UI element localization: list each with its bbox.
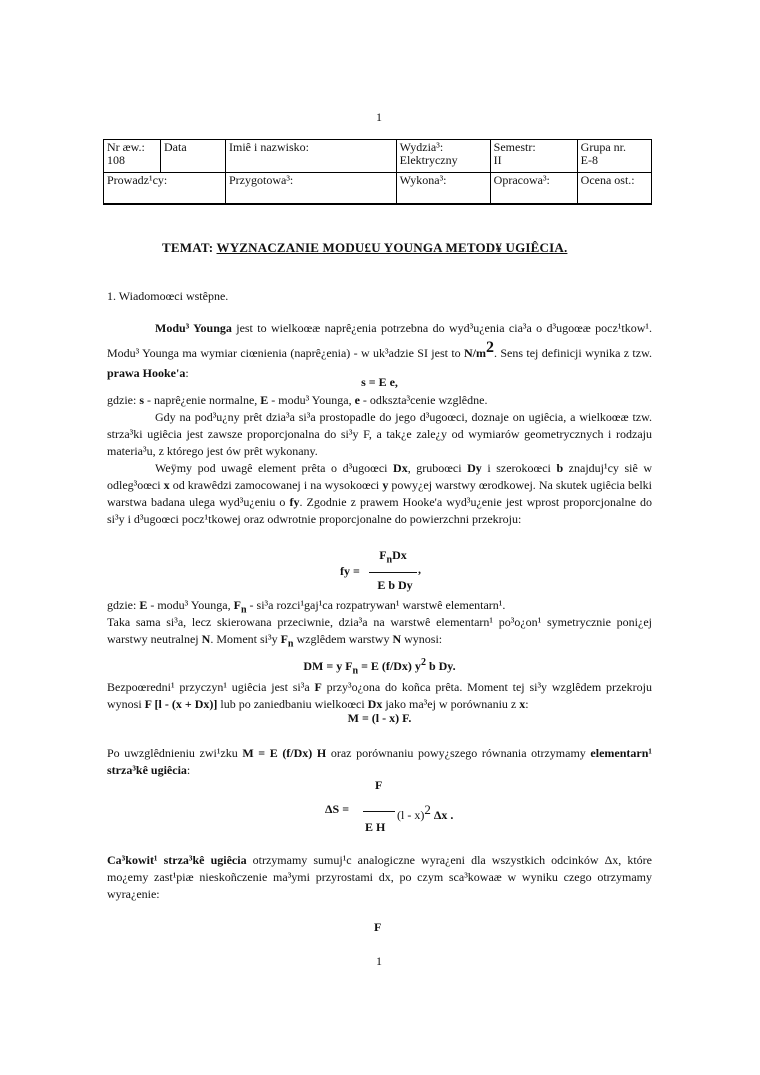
paragraph-total: Ca³kowit¹ strza³kê ugiêcia otrzymamy sumuj¹c analogiczne wyra¿eni dla wszystkich odcinków Δx, które mo¿emy zast¹piæ nieskoñczenie ma³ymi przyrostami dx, po czym sca³kowaæ w wyniku czego otrzymamy wyra¿enie: [107,853,652,901]
page-title: TEMAT: WYZNACZANIE MODU£U YOUNGA METOD¥ UGIÊCIA. [162,240,568,255]
paragraph-definition: Modu³ Younga jest to wielkoœæ naprê¿enia potrzebna do wyd³u¿enia cia³a o d³ugoœæ pocz¹tkow¹. Modu³ Younga ma wymiar ciœnienia (naprê¿enia) - w uk³adzie SI jest to $N/m^2$. Sens tej definicji wynika z tzw. prawa Hooke'a: [107,321,652,380]
fraction-bar-ds [363,811,395,812]
equation-m: M = (l - x) F. [347,711,412,725]
equation-hooke: s = E e, [361,375,398,389]
cell-date: Data [161,140,226,173]
paragraph-elementary: Po uwzglêdnieniu zwi¹zku M = E (f/Dx) H oraz porównaniu powy¿szego równania otrzymamy elementarn¹ strza³kê ugiêcia: [107,746,652,777]
paragraph-force-moment: Bezpoœredni¹ przyczyn¹ ugiêcia jest si³a F przy³o¿ona do koñca prêta. Moment tej si³y wzglêdem przekroju wynosi F [l - (x + Dx)] lub po zaniedbaniu wielkoœci Dx jako ma³ej w porównaniu z x: [107,680,652,711]
cell-lecturer: Prowadz¹cy: [104,173,226,205]
cell-exercise-number: Nr æw.: 108 [104,140,161,173]
paragraph-bending: Gdy na pod³u¿ny prêt dzia³a si³a prostopadle do jego d³ugoœci, doznaje on ugiêcia, a wielkoœæ tzw. strza³ki ugiêcia jest zawsze proporcjonalna do si³y F, a tak¿e zale¿y od wymiarów geometrycznych i rodzaju materia³u, z którego jest ów prêt wykonany. [107,410,652,458]
cell-prepared: Przygotowa³: [226,173,397,205]
fraction-bar [369,572,417,573]
hooke-legend: gdzie: s - naprê¿enie normalne, E - modu³ Younga, e - odkszta³cenie wzglêdne. [107,393,488,407]
cell-name: Imiê i nazwisko: [226,140,397,173]
paragraph-moment: Taka sama si³a, lecz skierowana przeciwnie, dzia³a na warstwê elementarn¹ po³o¿on¹ symetrycznie poni¿ej warstwy neutralnej N. Moment si³y $F_n$ wzglêdem warstwy N wynosi: [107,615,652,650]
page-number-bottom: 1 [376,954,382,968]
equation-fy: fy = $F_nDx$ E b Dy , [340,548,421,592]
section-heading: 1. Wiadomoœci wstêpne. [107,289,229,303]
header-table [103,139,652,205]
cell-grade: Ocena ost.: [577,173,651,205]
equation-final-fragment: F [374,920,382,934]
paragraph-element: Weÿmy pod uwagê element prêta o d³ugoœci Dx, gruboœci Dy i szerokoœci b znajduj¹cy siê w odleg³oœci x od krawêdzi zamocowanej i na wysokoœci y powy¿ej warstwy œrodkowej. Na skutek ugiêcia belki warstwa badana ulega wyd³u¿eniu o fy. Zgodnie z prawem Hooke'a wyd³u¿enie jest wprost proporcjonalne do si³y i d³ugoœci pocz¹tkowej oraz odwrotnie proporcjonalne do powierzchni przekroju: [107,461,652,526]
equation-dm: DM = y $F_n = E$ (f/Dx) $y^2$ b Dy. [303,657,456,677]
equation-ds: F ΔS = E H (l - x)$^2$ Δx . [325,778,454,834]
page-number-top: 1 [376,110,382,124]
fy-legend: gdzie: E - modu³ Younga, $F_n - si^3a$ rozci¹gaj¹ca rozpatrywan¹ warstwê elementarn¹. [107,598,506,616]
cell-faculty: Wydzia³: Elektryczny [396,140,490,173]
cell-semester: Semestr: II [490,140,577,173]
cell-group: Grupa nr. E-8 [577,140,651,173]
cell-processed: Opracowa³: [490,173,577,205]
cell-performed: Wykona³: [396,173,490,205]
fy-numerator: $F_nDx$ [379,548,407,566]
